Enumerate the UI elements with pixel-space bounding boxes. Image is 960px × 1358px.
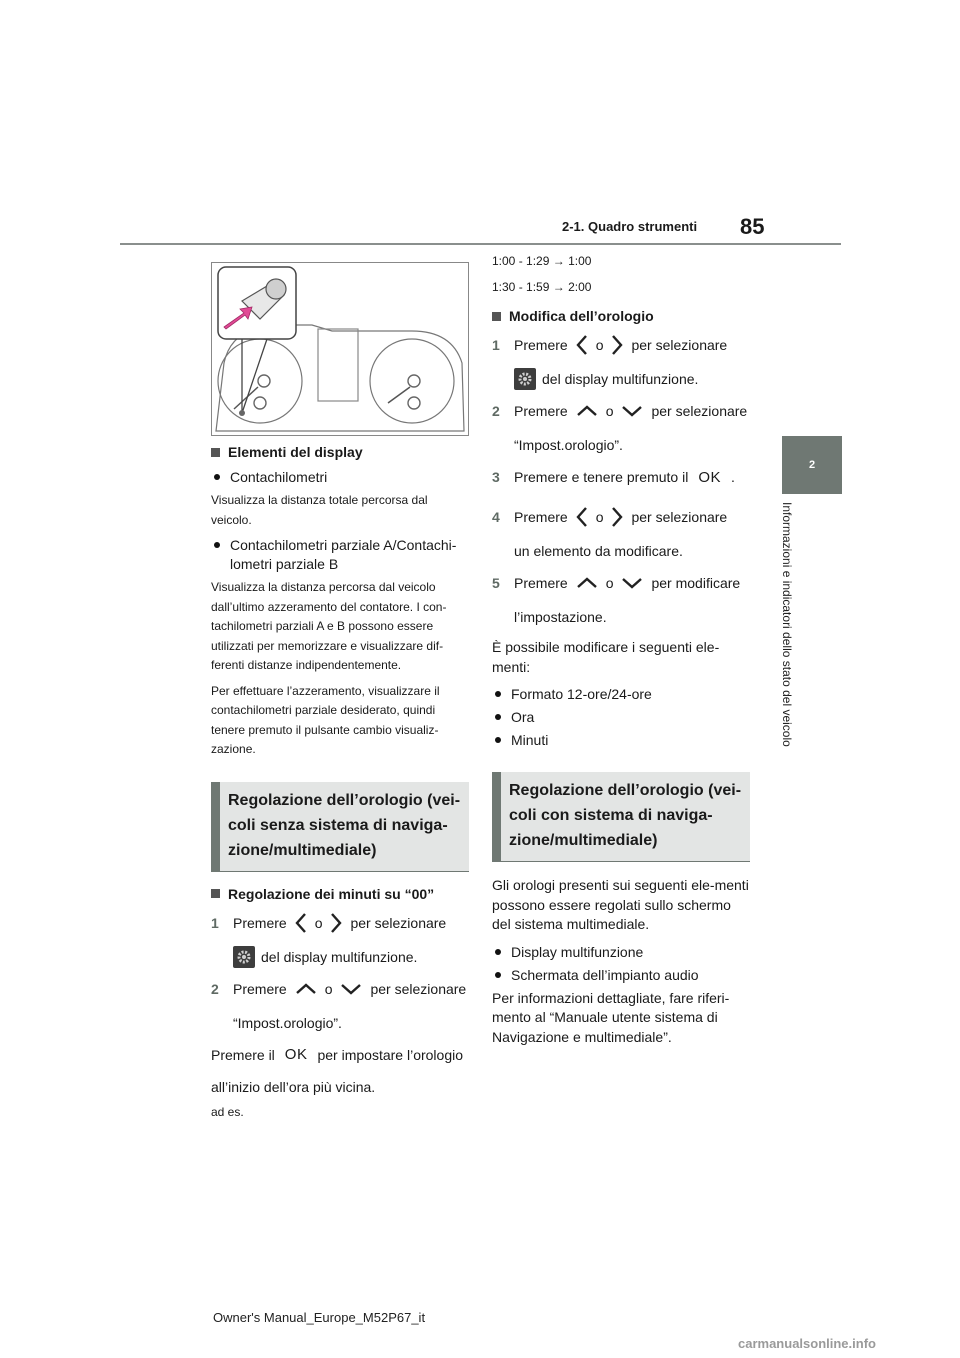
list-item: Schermata dell’impianto audio [492, 966, 750, 985]
trip-reset-desc: Per effettuare l’azzeramento, visualizzare il contachilometri parziale desiderato, quindi tenere premuto il pulsante cambio visualiz-zazione. [211, 683, 440, 756]
chapter-title: Informazioni e indicatori dello stato del veicolo [780, 502, 794, 747]
clock-with-nav-heading: Regolazione dell’orologio (vei-coli con sistema di naviga-zione/multimediale) [492, 772, 750, 861]
gear-icon [233, 946, 255, 968]
rounding-row-1: 1:00 - 1:29 → 1:00 [492, 254, 592, 268]
chevron-down-icon [340, 983, 362, 995]
left-column [211, 262, 469, 1129]
step-2-cont: “Impost.orologio”. [233, 1014, 342, 1031]
chevron-up-icon [295, 983, 317, 995]
r-step-1-cont: del display multifunzione. [514, 368, 750, 390]
list-item: Ora [492, 708, 750, 727]
header-rule [120, 243, 841, 245]
chapter-tab: 2 [782, 436, 842, 494]
gear-icon [514, 368, 536, 390]
instrument-cluster-figure [211, 262, 469, 436]
modify-clock-heading: Modifica dell’orologio [492, 308, 750, 324]
modifiable-intro: È possibile modificare i seguenti ele-menti: [492, 639, 720, 675]
chevron-left-icon [295, 912, 307, 934]
step-1-cont: del display multifunzione. [233, 946, 469, 968]
press-ok-cont: all’inizio dell’ora più vicina. [211, 1078, 376, 1095]
chevron-left-icon [576, 334, 588, 356]
odometer-item: Contachilometri [211, 468, 469, 487]
odometer-desc: Visualizza la distanza totale percorsa dal veicolo. [211, 493, 428, 527]
r-step-2-cont: “Impost.orologio”. [514, 437, 623, 453]
r-step-5-cont: l’impostazione. [514, 609, 607, 625]
r-step-4-cont: un elemento da modificare. [514, 543, 683, 559]
display-elements-heading: Elementi del display [211, 444, 469, 460]
step-2: 2 Premere o per selezionare [211, 980, 467, 997]
chevron-up-icon [576, 577, 598, 589]
trip-meter-item: Contachilometri parziale A/Contachi-lometri parziale B [211, 536, 469, 574]
r-step-3: 3 Premere e tenere premuto il OK . [492, 468, 735, 486]
clock-without-nav-heading: Regolazione dell’orologio (vei-coli senza sistema di naviga-zione/multimediale) [211, 782, 469, 871]
reference-note: Per informazioni dettagliate, fare riferi-mento al “Manuale utente sistema di Navigazione e multimediale”. [492, 989, 730, 1045]
r-step-2: 2 Premere o per selezionare [492, 403, 748, 419]
chevron-down-icon [621, 405, 643, 417]
page-number: 85 [740, 214, 765, 239]
cluster-illustration [212, 263, 468, 435]
footer-manual-id: Owner's Manual_Europe_M52P67_it [213, 1310, 426, 1325]
step-1: 1 Premere o per selezionare [211, 912, 469, 934]
trip-meter-desc: Visualizza la distanza percorsa dal veicolo dall’ultimo azzeramento del contatore. I con-tachilometri parziali A e B possono essere utilizzati per memorizzare e visualizzare dif-ferenti distanze indipendentemente. [211, 580, 447, 672]
rounding-row-2: 1:30 - 1:59 → 2:00 [492, 280, 592, 294]
list-item: Minuti [492, 731, 750, 750]
section-title: 2-1. Quadro strumenti [562, 219, 698, 234]
list-item: Display multifunzione [492, 943, 750, 962]
chevron-up-icon [576, 405, 598, 417]
ok-icon: OK [698, 468, 721, 486]
press-ok-line: Premere il OK per impostare l’orologio [211, 1046, 464, 1063]
list-item: Formato 12-ore/24-ore [492, 685, 750, 704]
ok-icon: OK [284, 1046, 308, 1063]
r-step-4: 4 Premere o per selezionare [492, 506, 750, 528]
r-step-1: 1 Premere o per selezionare [492, 334, 750, 356]
clocks-intro: Gli orologi presenti sui seguenti ele-menti possono essere regolati sullo schermo del sistema multimediale. [492, 877, 749, 932]
r-step-5: 5 Premere o per modificare [492, 575, 741, 591]
chevron-right-icon [330, 912, 342, 934]
chevron-down-icon [621, 577, 643, 589]
minutes-heading: Regolazione dei minuti su “00” [211, 886, 469, 902]
right-column [492, 254, 750, 1055]
chevron-right-icon [611, 506, 623, 528]
watermark: carmanualsonline.info [738, 1336, 876, 1351]
chevron-left-icon [576, 506, 588, 528]
example-label: ad es. [211, 1105, 244, 1119]
chevron-right-icon [611, 334, 623, 356]
